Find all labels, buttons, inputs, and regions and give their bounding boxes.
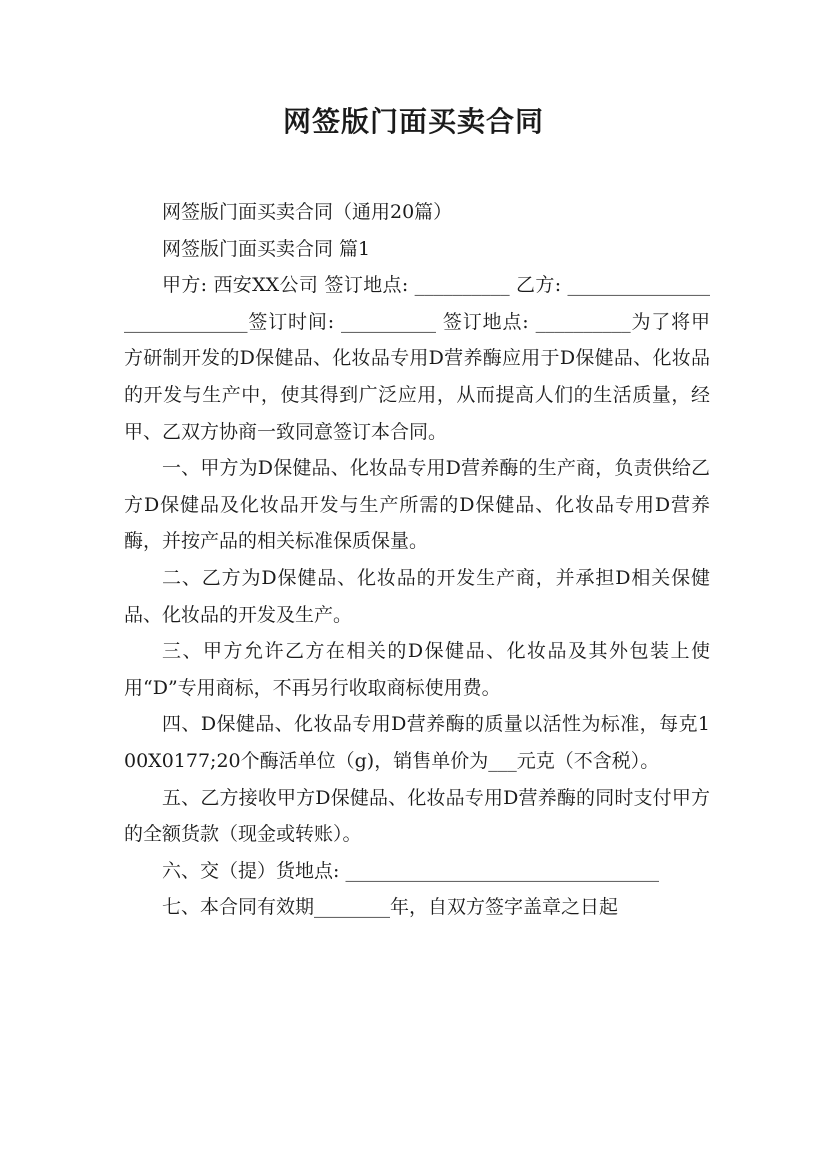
- paragraph-parties: 甲方: 西安XX公司 签订地点: __________ 乙方: ____________________________签订时间: __________ 签订地点: __________为了将甲方研制开发的D保健品、化妆品专用D营养酶应用于D保健品、化妆品的开发与生产中，使其得到广泛应用，从而提高人们的生活质量，经甲、乙双方协商一致同意签订本合同。: [124, 274, 710, 443]
- paragraph-clause-2: 二、乙方为D保健品、化妆品的开发生产商，并承担D相关保健品、化妆品的开发及生产。: [124, 566, 710, 626]
- paragraph-clause-5: 五、乙方接收甲方D保健品、化妆品专用D营养酶的同时支付甲方的全额货款（现金或转账）。: [124, 786, 710, 846]
- paragraph-clause-1: 一、甲方为D保健品、化妆品专用D营养酶的生产商，负责供给乙方D保健品及化妆品开发与生产所需的D保健品、化妆品专用D营养酶，并按产品的相关标准保质保量。: [124, 457, 710, 553]
- paragraph-clause-7: 七、本合同有效期________年，自双方签字盖章之日起: [162, 896, 619, 919]
- paragraph-subtitle: 网签版门面买卖合同（通用20篇）: [162, 201, 453, 223]
- paragraph-clause-3: 三、甲方允许乙方在相关的D保健品、化妆品及其外包装上使用“D”专用商标，不再另行收取商标使用费。: [124, 640, 710, 699]
- paragraph-clause-4: 四、D保健品、化妆品专用D营养酶的质量以活性为标准，每克100X0177;20个酶活单位（g)，销售单价为___元克（不含税）。: [124, 713, 710, 772]
- document-title: 网签版门面买卖合同: [282, 105, 544, 138]
- document-body: [124, 194, 710, 926]
- paragraph-clause-6: 六、交（提）货地点: _________________________________: [162, 859, 659, 882]
- paragraph-section-heading: 网签版门面买卖合同 篇1: [162, 237, 371, 260]
